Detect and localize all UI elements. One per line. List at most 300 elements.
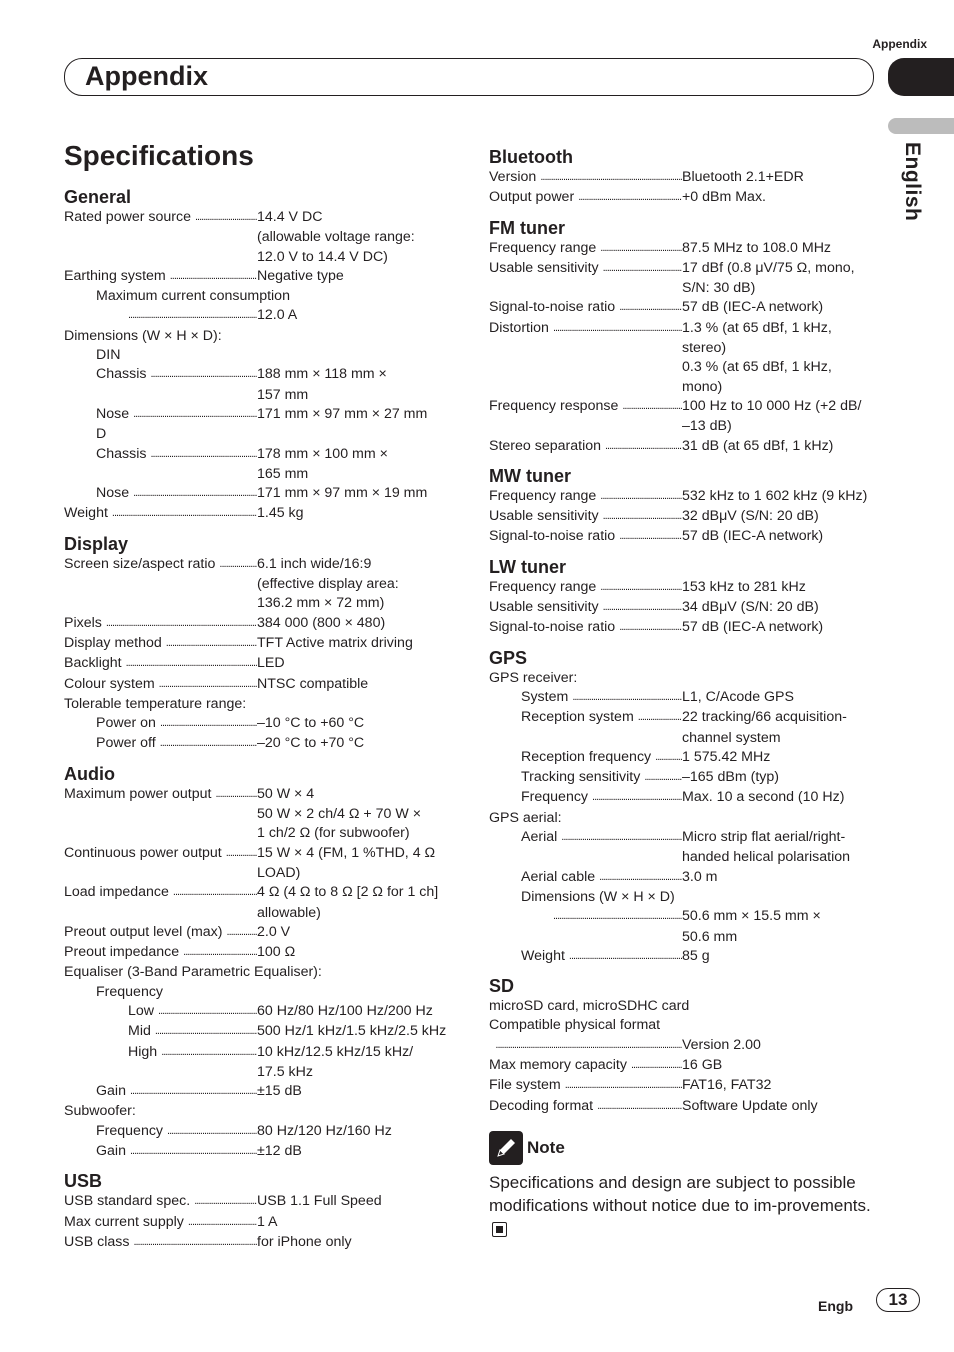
spec-row [489,708,879,728]
spec-key-label: Low [128,1002,155,1019]
leader-dots [553,907,682,926]
spec-row [489,397,879,417]
leader-dots [578,188,682,207]
spec-row [64,465,454,484]
language-tab-marker [888,118,954,134]
spec-key-label: Backlight [64,655,122,672]
spec-row [489,168,879,188]
page-title: Specifications [64,140,254,171]
spec-key [64,405,257,425]
spec-value: allowable) [257,904,321,921]
spec-key-label: Reception frequency [521,748,652,765]
spec-value: FAT16, FAT32 [682,1077,772,1094]
spec-key-label: USB standard spec. [64,1193,191,1210]
leader-dots [150,445,257,464]
spec-value: ±12 dB [257,1143,302,1160]
leader-dots [619,298,682,317]
spec-value: 12.0 V to 14.4 V DC) [257,248,388,265]
spec-value: (allowable voltage range: [257,229,415,246]
spec-value: L1, C/Acode GPS [682,688,794,705]
leader-dots [600,239,682,258]
spec-row [489,437,879,457]
spec-value: 50.6 mm × 15.5 mm × [682,908,821,925]
spec-key-label: Frequency range [489,239,597,256]
section-banner [64,58,874,96]
spec-key [489,828,682,848]
spec-value: 165 mm [257,465,309,482]
spec-row [489,1036,879,1056]
spec-subheading: GPS receiver: [489,669,578,686]
spec-key [64,943,257,963]
leader-dots [561,828,682,847]
spec-row [489,259,879,279]
page-number: 13 [876,1288,920,1312]
spec-key [64,785,257,805]
spec-row [64,1082,454,1102]
spec-value: 12.0 A [257,307,298,324]
spec-value: 32 dBμV (S/N: 20 dB) [682,508,819,525]
leader-dots [600,487,682,506]
leader-dots [495,1036,682,1055]
spec-key-label: Usable sensitivity [489,259,599,276]
spec-key [489,708,682,728]
spec-row [64,405,454,425]
spec-key-label: Chassis [96,445,147,462]
spec-row [489,298,879,318]
spec-key [489,319,682,339]
spec-value: Max. 10 a second (10 Hz) [682,789,845,806]
spec-subheading: Dimensions (W × H × D): [64,327,222,344]
spec-key [64,1022,257,1042]
spec-key [64,1233,257,1253]
spec-value: 188 mm × 118 mm × [257,366,387,383]
spec-key [489,168,682,188]
spec-value: 171 mm × 97 mm × 19 mm [257,485,428,502]
spec-value: mono) [682,378,723,395]
spec-value: channel system [682,729,781,746]
spec-key [64,504,257,524]
spec-row [64,904,454,923]
spec-key [64,904,257,923]
leader-dots [133,405,257,424]
spec-key [64,386,257,405]
section-heading-usb: USB [64,1171,103,1192]
leader-dots [133,484,257,503]
section-heading-audio: Audio [64,763,115,784]
leader-dots [227,923,257,942]
spec-subheading: Maximum current consumption [96,288,290,305]
spec-value: 22 tracking/66 acquisition- [682,709,847,726]
spec-row [64,675,454,695]
leader-dots [553,319,682,338]
spec-value: 57 dB (IEC-A network) [682,299,824,316]
spec-key [489,947,682,967]
spec-subheading: Subwoofer: [64,1103,136,1120]
leader-dots [183,943,257,962]
spec-key [489,397,682,417]
spec-row [64,228,454,247]
spec-key [489,298,682,318]
spec-row [64,805,454,824]
spec-key-label: Distortion [489,319,549,336]
spec-key [64,654,257,674]
spec-key [489,507,682,527]
side-language-label: English [901,142,924,222]
spec-value: 16 GB [682,1056,723,1073]
spec-key-label: Maximum power output [64,785,212,802]
leader-dots [622,397,682,416]
spec-row [64,714,454,734]
spec-value: 384 000 (800 × 480) [257,614,386,631]
spec-row [64,1022,454,1042]
spec-row [64,484,454,504]
leader-dots [170,267,257,286]
spec-key [64,864,257,883]
spec-key-label: Decoding format [489,1097,594,1114]
spec-value: 157 mm [257,386,309,403]
spec-key [489,417,682,436]
spec-value: S/N: 30 dB) [682,280,756,297]
spec-row [489,848,879,867]
spec-key [64,248,257,267]
spec-value: 1 ch/2 Ω (for subwoofer) [257,825,410,842]
leader-dots [194,1192,257,1211]
spec-key [489,239,682,259]
note-title: Note [527,1137,565,1157]
spec-key [489,907,682,927]
spec-key [64,634,257,654]
spec-row [489,947,879,967]
spec-row [489,688,879,708]
spec-key-label: Preout impedance [64,944,180,961]
spec-subheading: Dimensions (W × H × D) [521,888,675,905]
section-heading-lw-tuner: LW tuner [489,556,566,577]
spec-key [64,1043,257,1063]
spec-key-label: Usable sensitivity [489,508,599,525]
spec-key [64,1063,257,1082]
spec-value: 0.3 % (at 65 dBf, 1 kHz, [682,359,832,376]
spec-key-label: System [521,688,569,705]
spec-row [64,883,454,903]
spec-key [64,805,257,824]
spec-value: LED [257,655,285,672]
spec-row [64,1192,454,1212]
spec-value: 100 Ω [257,944,296,961]
leader-dots [603,507,682,526]
spec-value: (effective display area: [257,576,399,593]
spec-key-label: Aerial [521,829,558,846]
spec-key-label: Pixels [64,614,102,631]
spec-value: 15 W × 4 (FM, 1 %THD, 4 Ω [257,844,436,861]
leader-dots [160,734,257,753]
spec-key [489,868,682,888]
spec-key-label: Mid [128,1023,151,1040]
spec-key [64,923,257,943]
spec-value: 136.2 mm × 72 mm) [257,595,385,612]
spec-row [64,306,454,326]
spec-value: Software Update only [682,1097,818,1114]
spec-value: 50.6 mm [682,928,738,945]
spec-row [489,507,879,527]
spec-key [64,555,257,575]
spec-value: NTSC compatible [257,675,369,692]
spec-value: 50 W × 2 ch/4 Ω + 70 W × [257,806,421,823]
spec-value: 1 575.42 MHz [682,748,771,765]
leader-dots [112,504,257,523]
spec-value: Version 2.00 [681,1036,761,1053]
spec-key [64,365,257,385]
spec-value: Negative type [257,267,344,284]
note-pencil-icon [489,1131,523,1165]
spec-key [489,768,682,788]
spec-key-label: Signal-to-noise ratio [489,299,616,316]
spec-row [64,943,454,963]
spec-key-label: Weight [521,947,565,964]
spec-row [489,417,879,436]
leader-dots [597,1097,682,1116]
spec-key [64,844,257,864]
right-spec-column [489,138,879,1240]
spec-row [489,1056,879,1076]
section-heading-general: General [64,187,132,207]
spec-key-label: Preout output level (max) [64,923,223,940]
spec-key-label: Rated power source [64,209,191,225]
spec-value: Bluetooth 2.1+EDR [682,169,804,185]
spec-row [489,729,879,748]
spec-row [64,1142,454,1162]
spec-key [64,267,257,287]
spec-row [64,614,454,634]
spec-row [64,785,454,805]
spec-row [64,267,454,287]
spec-key [489,487,682,507]
spec-subheading: D [96,426,107,443]
spec-row [489,527,879,547]
leader-dots [195,208,257,227]
leader-dots [600,578,682,597]
spec-row [64,634,454,654]
leader-dots [603,259,682,278]
spec-value: 532 kHz to 1 602 kHz (9 kHz) [682,487,868,504]
leader-dots [219,555,257,574]
spec-key [489,729,682,748]
spec-value: 50 W × 4 [257,785,315,802]
leader-dots [565,1076,682,1095]
spec-key [489,279,682,298]
spec-row [489,487,879,507]
spec-value: +0 dBm Max. [682,189,766,206]
spec-subheading: DIN [96,347,121,364]
leader-dots [166,634,257,653]
spec-row [64,575,454,594]
spec-value: 57 dB (IEC-A network) [682,619,824,636]
spec-value: –165 dBm (typ) [682,769,779,786]
spec-value: 57 dB (IEC-A network) [682,528,824,545]
spec-value: 60 Hz/80 Hz/100 Hz/200 Hz [257,1002,433,1019]
spec-key [64,1213,257,1233]
spec-key [489,339,682,358]
spec-row [489,928,879,947]
spec-row [489,339,879,358]
spec-row [64,734,454,754]
spec-key-label: Version [489,169,537,185]
leader-dots [150,365,257,384]
spec-row [64,504,454,524]
spec-key [64,465,257,484]
leader-dots [226,844,257,863]
leader-dots [619,618,682,637]
spec-row [489,358,879,377]
spec-value: Micro strip flat aerial/right- [682,829,846,846]
spec-row [489,907,879,927]
spec-row [489,788,879,808]
spec-key [64,1192,257,1212]
spec-key [64,734,257,754]
spec-key-label: Usable sensitivity [489,599,599,616]
spec-value: –13 dB) [682,418,732,435]
spec-value: ±15 dB [257,1083,302,1100]
spec-key [489,788,682,808]
spec-value: 1.45 kg [257,505,304,522]
spec-row [489,618,879,638]
section-heading-mw-tuner: MW tuner [489,465,571,486]
spec-row [64,864,454,883]
banner-title: Appendix [85,61,209,91]
spec-key-label: Stereo separation [489,437,601,454]
spec-row [489,828,879,848]
spec-row [489,748,879,768]
spec-row [489,578,879,598]
spec-row [489,319,879,339]
leader-dots [159,675,257,694]
leader-dots [603,598,682,617]
spec-key-label: Frequency range [489,487,597,504]
spec-row [489,868,879,888]
leader-dots [631,1056,682,1075]
spec-value: 10 kHz/12.5 kHz/15 kHz/ [257,1043,414,1060]
spec-value: handed helical polarisation [682,849,851,866]
spec-key [489,188,682,208]
spec-value: 500 Hz/1 kHz/1.5 kHz/2.5 kHz [257,1023,447,1040]
leader-dots [173,883,257,902]
spec-key [489,1056,682,1076]
spec-value: TFT Active matrix driving [257,634,413,651]
spec-key [64,575,257,594]
spec-value: 100 Hz to 10 000 Hz (+2 dB/ [682,397,862,414]
spec-value: 1.3 % (at 65 dBf, 1 kHz, [682,319,832,336]
spec-subheading: Tolerable temperature range: [64,695,247,712]
leader-dots [130,1142,257,1161]
spec-value: 6.1 inch wide/16:9 [257,555,372,572]
spec-key [64,824,257,843]
spec-key [489,928,682,947]
spec-key [64,594,257,613]
spec-row [64,923,454,943]
spec-value: –20 °C to +70 °C [257,735,365,752]
spec-row [64,824,454,843]
spec-key-label: Load impedance [64,884,169,901]
leader-dots [128,306,257,325]
spec-key-label: Reception system [521,709,634,726]
spec-row [489,1097,879,1117]
leader-dots [569,947,682,966]
note-header [489,1131,879,1165]
spec-key [489,437,682,457]
spec-key [64,714,257,734]
spec-value: 31 dB (at 65 dBf, 1 kHz) [682,437,834,454]
leader-dots [155,1022,257,1041]
spec-row [489,239,879,259]
spec-key [64,883,257,903]
spec-key [64,675,257,695]
footer-language: Engb [818,1298,853,1314]
spec-value: 178 mm × 100 mm × [257,445,388,462]
leader-dots [161,1043,257,1062]
spec-key-label: Max memory capacity [489,1056,627,1073]
spec-key [489,748,682,768]
spec-key [64,1142,257,1162]
leader-dots [605,437,682,456]
spec-row [64,386,454,405]
spec-key [64,1002,257,1022]
running-head: Appendix [872,37,927,51]
spec-value: 171 mm × 97 mm × 27 mm [257,405,428,422]
note-text [489,1171,879,1240]
leader-dots [188,1213,257,1232]
spec-row [64,1122,454,1142]
spec-row [64,248,454,267]
leader-dots [599,868,682,887]
spec-value: 1 A [257,1213,278,1230]
spec-value: USB 1.1 Full Speed [257,1193,382,1210]
spec-row [64,594,454,613]
spec-value: 153 kHz to 281 kHz [682,578,806,595]
spec-row [64,1233,454,1253]
spec-key-label: High [128,1043,158,1060]
spec-key-label: Power off [96,735,156,752]
spec-row [64,844,454,864]
spec-key-label: Signal-to-noise ratio [489,528,616,545]
leader-dots [126,654,257,673]
leader-dots [540,168,682,187]
spec-value: 17 dBf (0.8 μV/75 Ω, mono, [682,259,855,276]
spec-key [64,484,257,504]
spec-key-label: Frequency [96,1122,164,1139]
spec-subheading: Frequency [96,983,164,1000]
leader-dots [130,1082,257,1101]
spec-key-label: Display method [64,634,162,651]
spec-key-label: Power on [96,715,156,732]
spec-row [489,188,879,208]
spec-row [64,445,454,465]
spec-key [489,378,682,397]
spec-row [64,365,454,385]
spec-value: LOAD) [257,864,301,881]
leader-dots [638,708,682,727]
spec-key [489,527,682,547]
spec-key [64,208,257,228]
spec-row [64,654,454,674]
spec-value: 34 dBμV (S/N: 20 dB) [682,599,819,616]
spec-key [489,1097,682,1117]
leader-dots [572,688,682,707]
spec-key-label: Gain [96,1143,126,1160]
leader-dots [133,1233,257,1252]
spec-key-label: Signal-to-noise ratio [489,619,616,636]
spec-key [489,578,682,598]
spec-subheading: Equaliser (3-Band Parametric Equaliser): [64,964,322,981]
spec-key-label: Nose [96,405,130,422]
